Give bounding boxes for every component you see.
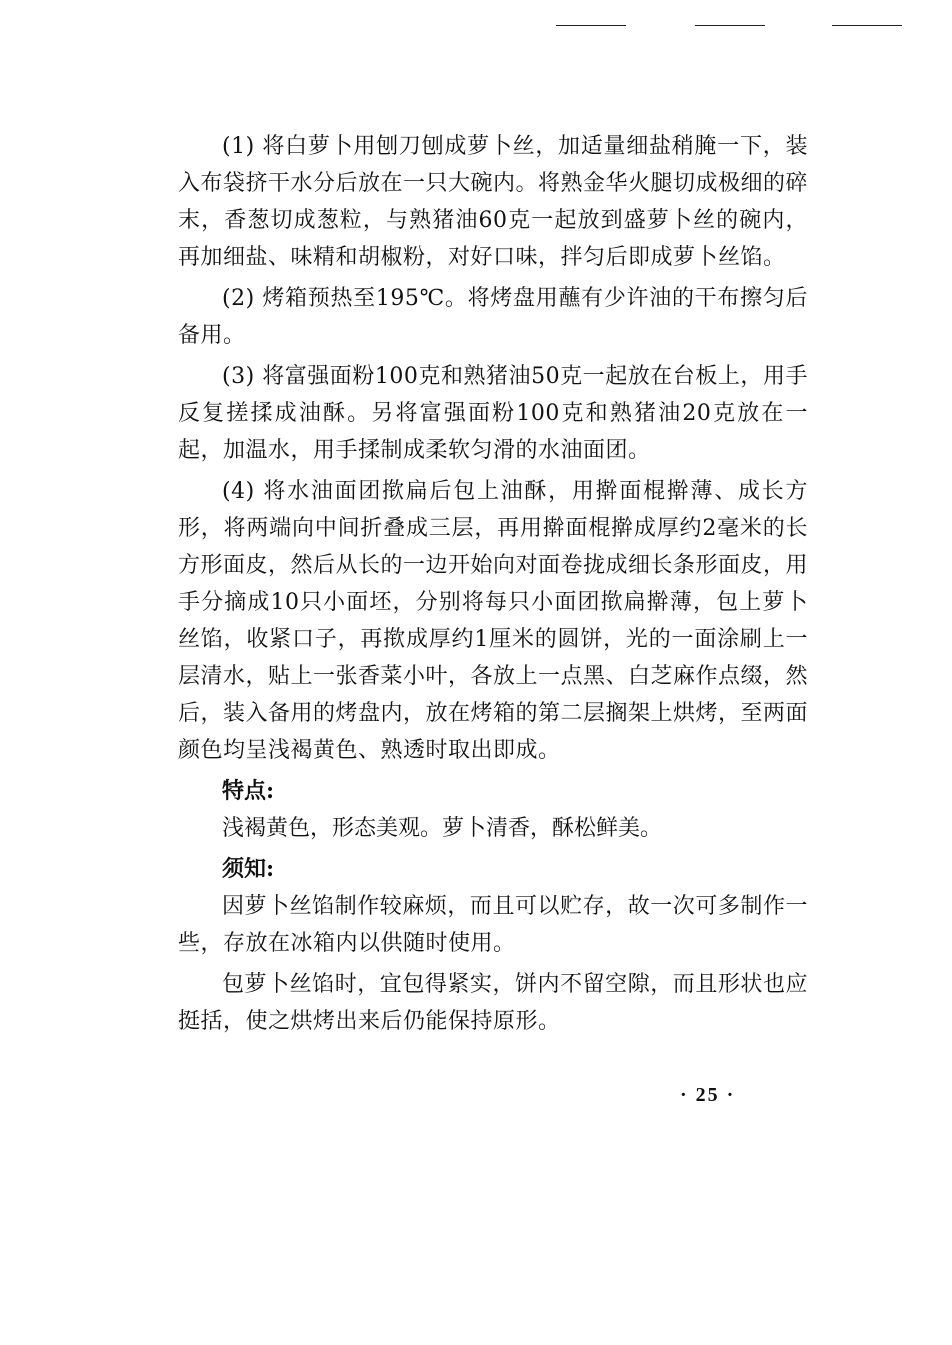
page-body — [178, 128, 808, 1044]
notes-label: 须知: — [222, 856, 275, 882]
header-rule — [556, 25, 626, 26]
step-paragraph-2: (2) 烤箱预热至195℃。将烤盘用蘸有少许油的干布擦匀后备用。 — [178, 286, 808, 348]
features-label: 特点: — [222, 778, 275, 804]
step-paragraph-3: (3) 将富强面粉100克和熟猪油50克一起放在台板上，用手反复搓揉成油酥。另将富强面粉100克和熟猪油20克放在一起，加温水，用手揉制成柔软匀滑的水油面团。 — [178, 364, 808, 463]
note-paragraph-1: 因萝卜丝馅制作较麻烦，而且可以贮存，故一次可多制作一些，存放在冰箱内以供随时使用。 — [178, 894, 808, 956]
header-rule — [832, 25, 902, 26]
step-paragraph-1: (1) 将白萝卜用刨刀刨成萝卜丝，加适量细盐稍腌一下，装入布袋挤干水分后放在一只大碗内。将熟金华火腿切成极细的碎末，香葱切成葱粒，与熟猪油60克一起放到盛萝卜丝的碗内，再加细盐、味精和胡椒粉，对好口味，拌匀后即成萝卜丝馅。 — [178, 134, 809, 270]
note-paragraph-2: 包萝卜丝馅时，宜包得紧实，饼内不留空隙，而且形状也应挺括，使之烘烤出来后仍能保持原形。 — [178, 972, 808, 1034]
page-number: · 25 · — [680, 1084, 736, 1106]
header-rule — [695, 25, 765, 26]
step-paragraph-4: (4) 将水油面团揿扁后包上油酥，用擀面棍擀薄、成长方形，将两端向中间折叠成三层，再用擀面棍擀成厚约2毫米的长方形面皮，然后从长的一边开始向对面卷拢成细长条形面皮，用手分摘成10只小面坯，分别将每只小面团揿扁擀薄，包上萝卜丝馅，收紧口子，再揿成厚约1厘米的圆饼，光的一面涂刷上一层清水，贴上一张香菜小叶，各放上一点黑、白芝麻作点缀，然后，装入备用的烤盘内，放在烤箱的第二层搁架上烘烤，至两面颜色均呈浅褐黄色、熟透时取出即成。 — [178, 479, 809, 763]
features-text: 浅褐黄色，形态美观。萝卜清香，酥松鲜美。 — [222, 816, 663, 841]
